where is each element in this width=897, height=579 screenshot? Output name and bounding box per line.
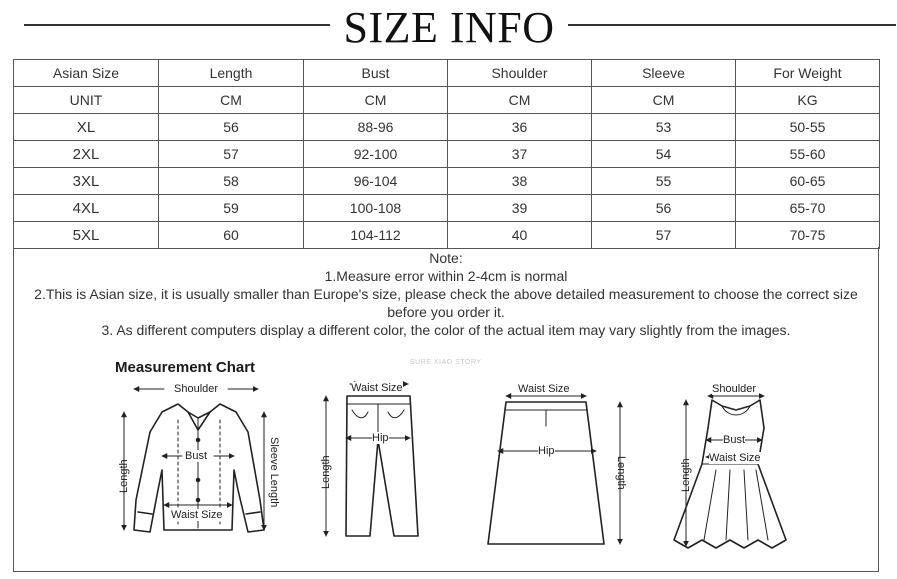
table-cell: 56 [159,114,304,141]
table-cell: XL [14,114,159,141]
shirt-shoulder-label: Shoulder [174,383,219,395]
table-cell: 59 [159,195,304,222]
table-cell: 100-108 [304,195,448,222]
column-header: Length [159,60,304,87]
table-cell: 54 [592,141,736,168]
pants-hip-label: Hip [372,432,389,444]
table-cell: 92-100 [304,141,448,168]
note-line: 3. As different computers display a different color, the color of the actual item may vary slightly from the images. [101,322,791,338]
column-header: For Weight [736,60,880,87]
page-title: SIZE INFO [343,3,555,52]
table-cell: 58 [159,168,304,195]
column-header: Sleeve [592,60,736,87]
unit-cell: KG [736,87,880,114]
table-cell: 37 [448,141,592,168]
table-cell: 36 [448,114,592,141]
table-cell: 60-65 [736,168,880,195]
table-cell: 53 [592,114,736,141]
unit-cell: CM [592,87,736,114]
shirt-length-label: Length [118,459,130,493]
dress-measure-lines [686,396,764,546]
skirt-waist-label: Waist Size [518,383,570,395]
shirt-waist-label: Waist Size [171,509,223,521]
shirt-bust-label: Bust [185,450,208,462]
table-cell: 40 [448,222,592,249]
table-cell: 50-55 [736,114,880,141]
table-cell: 57 [592,222,736,249]
watermark: SURE XIAO STORY [410,359,482,366]
pants-icon [346,396,418,536]
table-cell: 55-60 [736,141,880,168]
table-cell: 3XL [14,168,159,195]
table-cell: 56 [592,195,736,222]
dress-length-label: Length [680,458,692,492]
table-cell: 4XL [14,195,159,222]
unit-cell: CM [448,87,592,114]
skirt-length-label: Length [615,456,627,490]
table-cell: 5XL [14,222,159,249]
column-header: Shoulder [448,60,592,87]
pants-waist-label: Waist Size [351,382,403,394]
unit-cell: CM [159,87,304,114]
table-cell: 65-70 [736,195,880,222]
column-header: Asian Size [14,60,159,87]
notes-heading: Note: [429,250,463,266]
table-cell: 38 [448,168,592,195]
dress-waist-label: Waist Size [709,452,761,464]
unit-cell: UNIT [14,87,159,114]
table-cell: 55 [592,168,736,195]
dress-shoulder-label: Shoulder [712,383,757,395]
table-cell: 39 [448,195,592,222]
table-cell: 60 [159,222,304,249]
note-line: 2.This is Asian size, it is usually smaller than Europe's size, please check the above detailed measurement to choose the correct size before you order it. [34,286,858,320]
pants-length-label: Length [320,455,332,489]
table-cell: 96-104 [304,168,448,195]
column-header: Bust [304,60,448,87]
skirt-hip-label: Hip [538,445,555,457]
table-cell: 57 [159,141,304,168]
unit-cell: CM [304,87,448,114]
shirt-sleeve-label: Sleeve Length [268,437,280,508]
pants-measure-lines [326,384,410,536]
table-cell: 2XL [14,141,159,168]
table-cell: 104-112 [304,222,448,249]
dress-bust-label: Bust [723,434,746,446]
skirt-icon [488,402,604,544]
table-cell: 70-75 [736,222,880,249]
note-line: 1.Measure error within 2-4cm is normal [324,268,568,284]
table-cell: 88-96 [304,114,448,141]
chart-title: Measurement Chart [115,359,256,376]
